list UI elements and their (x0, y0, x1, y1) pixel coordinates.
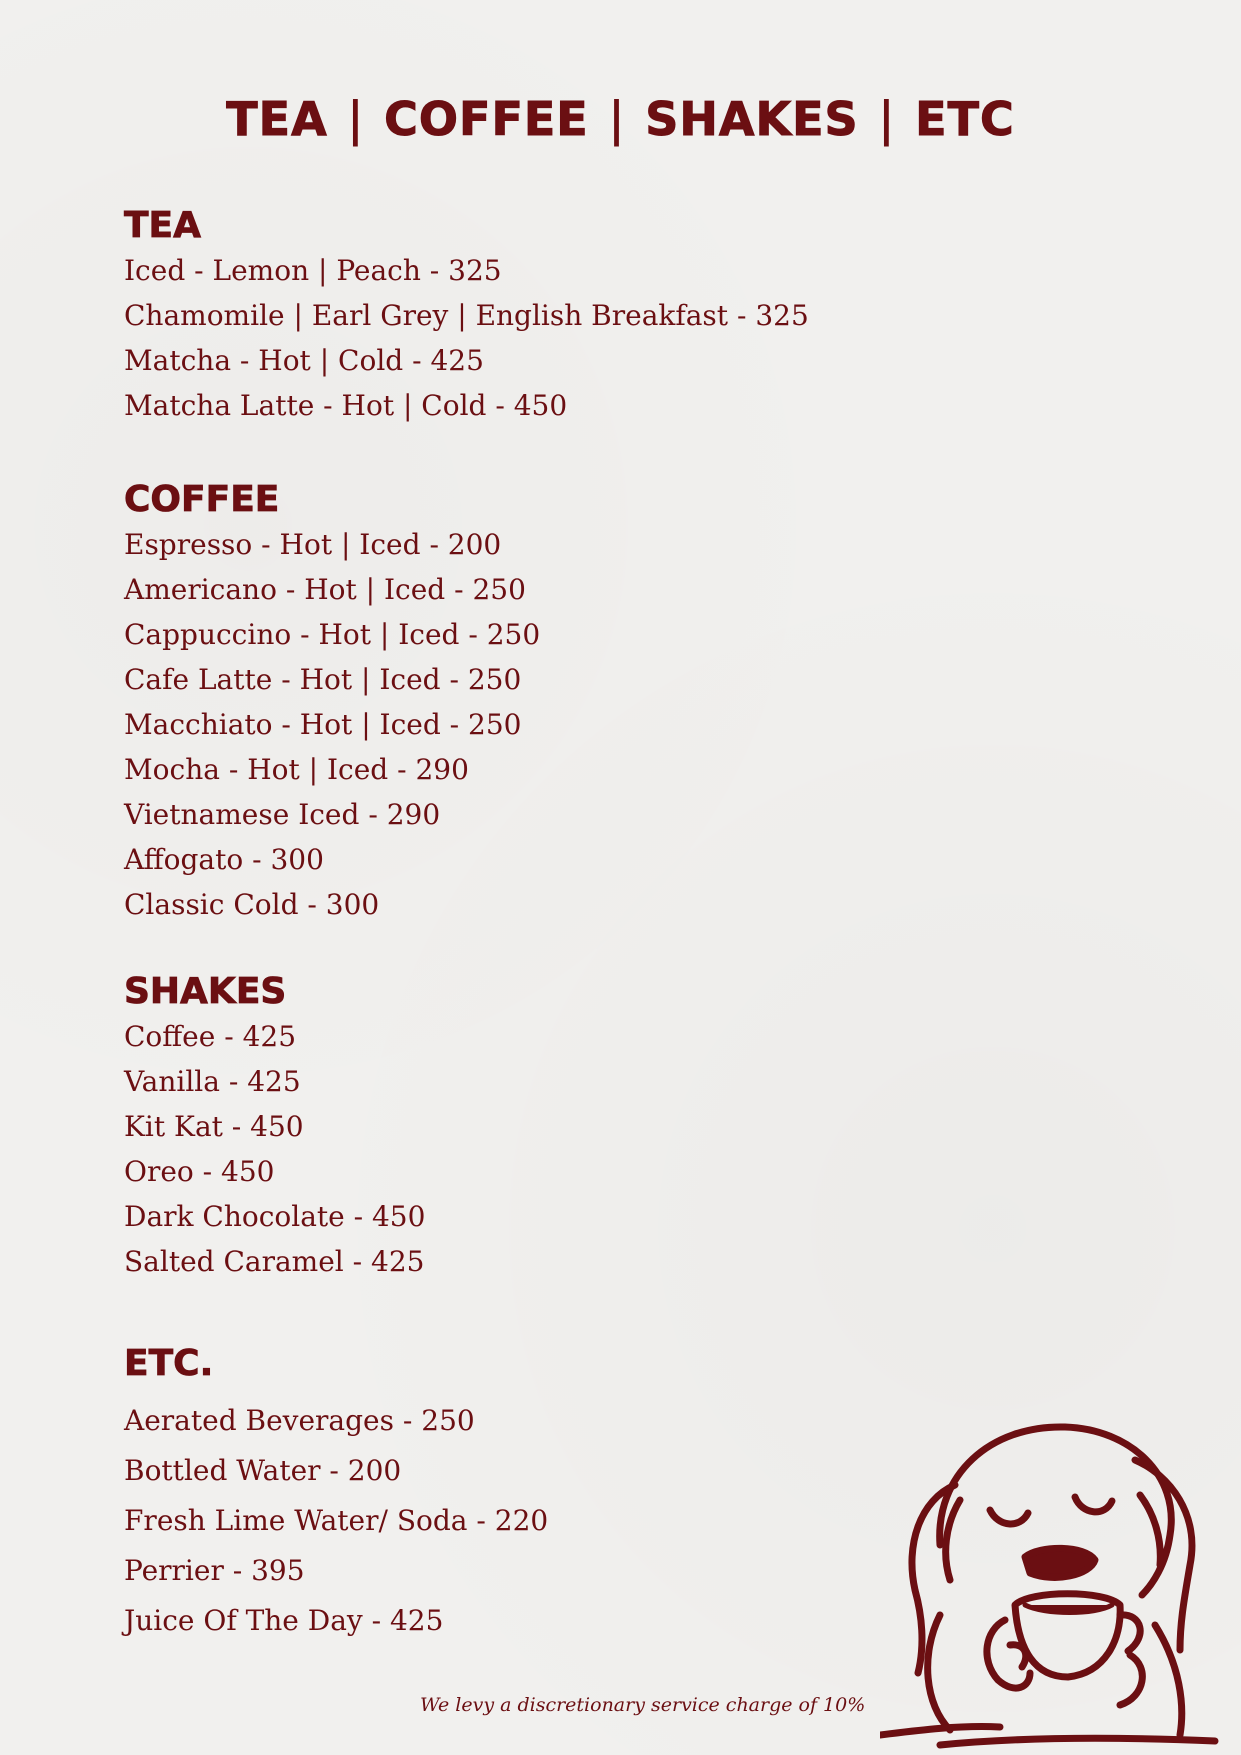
menu-item: Bottled Water - 200 (124, 1454, 402, 1487)
menu-item: Classic Cold - 300 (124, 888, 380, 921)
menu-item: Chamomile | Earl Grey | English Breakfast - 325 (124, 299, 809, 332)
coffee-item-list (124, 522, 540, 927)
etc-item-list (124, 1396, 548, 1646)
menu-item: Iced - Lemon | Peach - 325 (124, 254, 502, 287)
dog-drinking-coffee-icon (880, 1405, 1220, 1755)
title-etc: ETC (915, 92, 1015, 146)
menu-item: Affogato - 300 (124, 843, 324, 876)
section-heading-etc: ETC. (124, 1343, 214, 1384)
title-shakes: SHAKES (645, 92, 859, 146)
menu-item: Matcha - Hot | Cold - 425 (124, 344, 484, 377)
menu-item: Macchiato - Hot | Iced - 250 (124, 708, 522, 741)
menu-item: Oreo - 450 (124, 1155, 275, 1188)
menu-item: Cafe Latte - Hot | Iced - 250 (124, 663, 522, 696)
section-heading-coffee: COFFEE (124, 479, 280, 520)
shakes-section (124, 970, 425, 1284)
etc-section (124, 1342, 548, 1646)
menu-item: Kit Kat - 450 (124, 1110, 304, 1143)
title-coffee: COFFEE (384, 92, 589, 146)
title-separator: | (608, 92, 626, 146)
menu-item: Fresh Lime Water/ Soda - 220 (124, 1504, 549, 1537)
menu-item: Coffee - 425 (124, 1020, 297, 1053)
menu-item: Dark Chocolate - 450 (124, 1200, 426, 1233)
coffee-section (124, 478, 540, 927)
menu-item: Perrier - 395 (124, 1554, 305, 1587)
title-tea: TEA (226, 92, 328, 146)
service-charge-note: We levy a discretionary service charge of 10% (420, 1694, 866, 1716)
title-separator: | (878, 92, 896, 146)
tea-item-list (124, 248, 809, 428)
menu-item: Vanilla - 425 (124, 1065, 301, 1098)
section-heading-shakes: SHAKES (124, 971, 287, 1012)
shakes-item-list (124, 1014, 425, 1284)
menu-item: Espresso - Hot | Iced - 200 (124, 528, 502, 561)
title-separator: | (347, 92, 365, 146)
menu-item: Aerated Beverages - 250 (124, 1404, 475, 1437)
menu-title (0, 92, 1241, 146)
menu-item: Matcha Latte - Hot | Cold - 450 (124, 389, 568, 422)
menu-item: Americano - Hot | Iced - 250 (124, 573, 526, 606)
menu-item: Mocha - Hot | Iced - 290 (124, 753, 469, 786)
section-heading-tea: TEA (124, 205, 202, 246)
menu-item: Cappuccino - Hot | Iced - 250 (124, 618, 541, 651)
menu-item: Salted Caramel - 425 (124, 1245, 425, 1278)
tea-section (124, 204, 809, 428)
menu-item: Juice Of The Day - 425 (124, 1604, 444, 1637)
menu-item: Vietnamese Iced - 290 (124, 798, 441, 831)
